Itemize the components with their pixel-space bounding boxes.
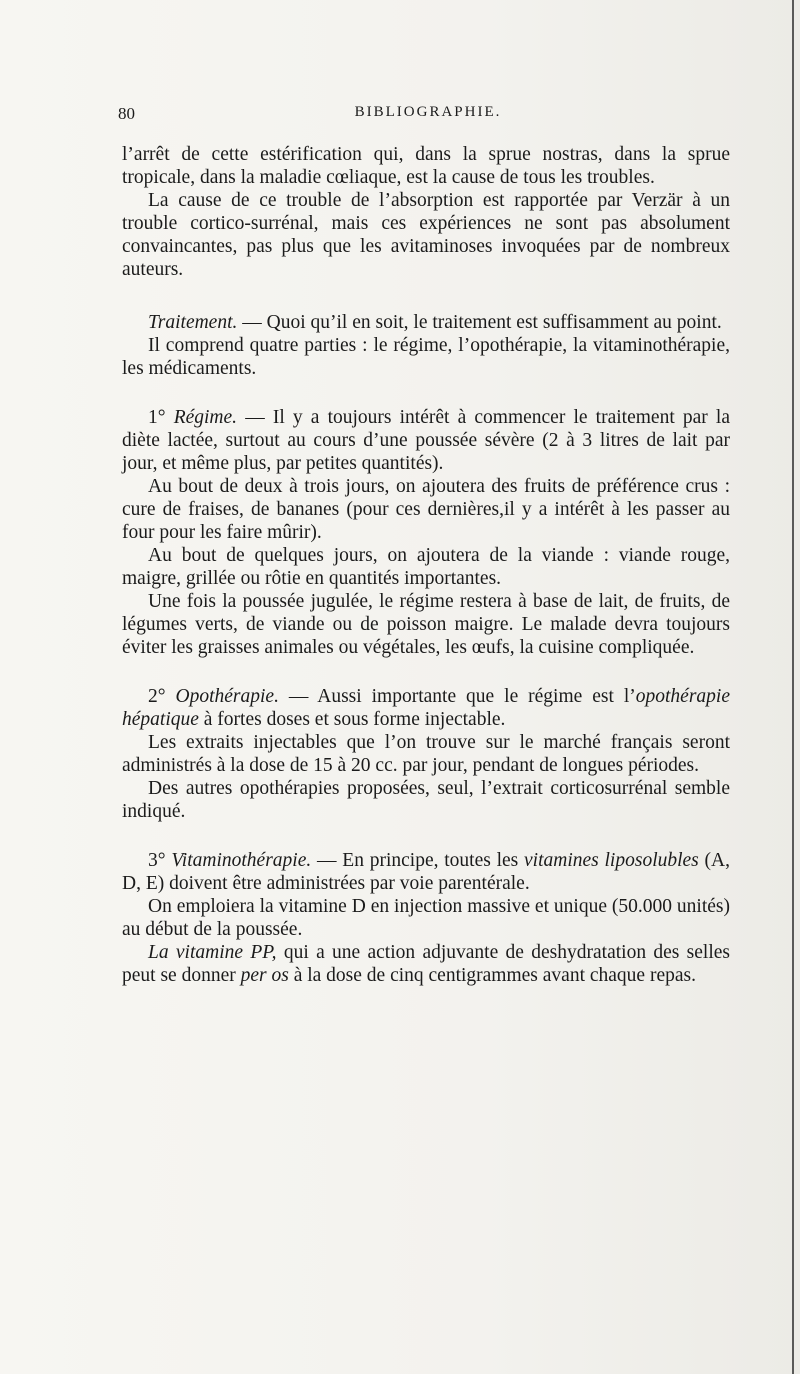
paragraph-estérification: l’arrêt de cette estérification qui, dans la sprue nostras, dans la sprue tropicale, dans la maladie cœliaque, est la cause de tous les troubles. bbox=[122, 144, 730, 188]
running-head: BIBLIOGRAPHIE. bbox=[354, 104, 502, 120]
vitamine-pp-label: La vitamine PP, bbox=[148, 942, 277, 963]
regime-label: Régime. bbox=[173, 407, 238, 428]
section-regime bbox=[122, 406, 730, 475]
opotherapie-text-a: — Aussi importante que le régime est l’ bbox=[278, 686, 636, 707]
section-vitaminotherapie bbox=[122, 849, 730, 895]
page-number: 80 bbox=[118, 104, 135, 123]
opotherapie-italic: opothérapie hépatique bbox=[122, 686, 730, 730]
vitaminotherapie-italic: vitamines liposolubles bbox=[524, 850, 699, 871]
page-header bbox=[118, 104, 738, 128]
paragraph-cause: La cause de ce trouble de l’absorption est rapportée par Verzär à un trouble cortico-surrénal, mais ces expériences ne sont pas absolument convaincantes, pas plus que les avitaminoses invoquées par de nombreux auteurs. bbox=[122, 190, 730, 280]
section-opotherapie bbox=[122, 685, 730, 731]
paragraph-fruits: Au bout de deux à trois jours, on ajoutera des fruits de préférence crus : cure de fraises, de bananes (pour ces dernières,il y a intérêt à les passer au four pour les faire mûrir). bbox=[122, 476, 730, 543]
paragraph-vitamine-d: On emploiera la vitamine D en injection massive et unique (50.000 unités) au début de la poussée. bbox=[122, 896, 730, 940]
opotherapie-number: 2° bbox=[148, 686, 176, 707]
regime-text: — Il y a toujours intérêt à commencer le traitement par la diète lactée, surtout au cours d’une poussée sévère (2 à 3 litres de lait par jour, et même plus, par petites quantités). bbox=[122, 407, 730, 474]
paragraph-autres-opotherapies: Des autres opothérapies proposées, seul, l’extrait corticosurrénal semble indiqué. bbox=[122, 778, 730, 822]
vitaminotherapie-label: Vitaminothérapie. bbox=[171, 850, 312, 871]
paragraph-traitement bbox=[122, 311, 730, 334]
paragraph-viande: Au bout de quelques jours, on ajoutera de la viande : viande rouge, maigre, grillée ou rôtie en quantités importantes. bbox=[122, 545, 730, 589]
opotherapie-text-b: à fortes doses et sous forme injectable. bbox=[198, 709, 506, 730]
traitement-label: Traitement. bbox=[148, 312, 238, 333]
vitamine-pp-per-os: per os bbox=[240, 965, 289, 986]
vitaminotherapie-text-a: — En principe, toutes les bbox=[311, 850, 525, 871]
traitement-text: — Quoi qu’il en soit, le traitement est suffisamment au point. bbox=[237, 312, 722, 333]
paragraph-quatre-parties: Il comprend quatre parties : le régime, l’opothérapie, la vitaminothérapie, les médicaments. bbox=[122, 335, 730, 379]
opotherapie-label: Opothérapie. bbox=[175, 686, 279, 707]
paragraph-extraits: Les extraits injectables que l’on trouve sur le marché français seront administrés à la dose de 15 à 20 cc. par jour, pendant de longues périodes. bbox=[122, 732, 730, 776]
vitaminotherapie-text-b: (A, D, E) doivent être administrées par voie parentérale. bbox=[122, 850, 730, 894]
vitamine-pp-text-a: qui a une action adjuvante de deshydratation des selles peut se donner bbox=[122, 942, 730, 986]
regime-number: 1° bbox=[148, 407, 174, 428]
paragraph-poussee-jugulee: Une fois la poussée jugulée, le régime restera à base de lait, de fruits, de légumes verts, de viande ou de poisson maigre. Le malade devra toujours éviter les graisses animales ou végétales, les œufs, la cuisine compliquée. bbox=[122, 591, 730, 658]
vitaminotherapie-number: 3° bbox=[148, 850, 172, 871]
vitamine-pp-text-b: à la dose de cinq centigrammes avant chaque repas. bbox=[288, 965, 696, 986]
body-text bbox=[122, 143, 730, 987]
page-edge-line bbox=[792, 0, 794, 1374]
paragraph-vitamine-pp bbox=[122, 941, 730, 987]
